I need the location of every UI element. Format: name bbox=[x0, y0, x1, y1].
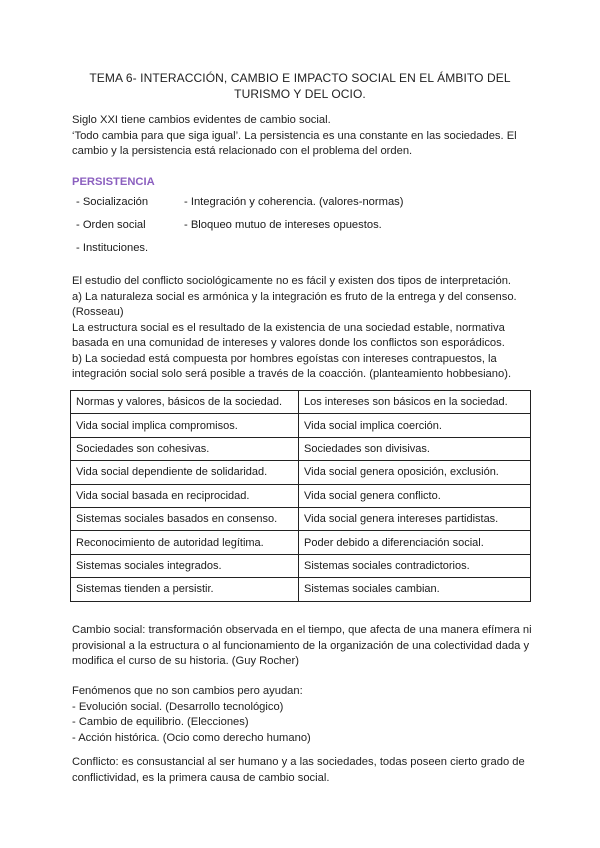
cambio-social-paragraph: Cambio social: transformación observada en el tiempo, que afecta de una manera efímera ni provisional a la estructura o al funcionamiento de la organización de una colectividad dada y modifica el curso de su historia. (Guy Rocher) bbox=[72, 624, 532, 667]
fenomenos-line: Fenómenos que no son cambios pero ayudan: bbox=[72, 685, 303, 697]
table-row bbox=[71, 507, 531, 530]
table-cell: Sistemas sociales integrados. bbox=[71, 554, 299, 577]
table-row bbox=[71, 531, 531, 554]
table-cell: Vida social genera conflicto. bbox=[299, 484, 531, 507]
persistencia-item-left: - Instituciones. bbox=[76, 242, 149, 254]
table-cell: Vida social basada en reciprocidad. bbox=[71, 484, 299, 507]
intro-line: Siglo XXI tiene cambios evidentes de cambio social. bbox=[72, 114, 331, 126]
conflict-line: a) La naturaleza social es armónica y la integración es fruto de la entrega y del consenso. (Rosseau) bbox=[72, 290, 517, 318]
intro-paragraph bbox=[72, 113, 532, 160]
persistencia-item-left: - Orden social bbox=[76, 219, 146, 231]
conflict-line: La estructura social es el resultado de la existencia de una sociedad estable, normativa basada en una comunidad de intereses y valores donde los conflictos son esporádicos. bbox=[72, 321, 505, 349]
table-cell: Vida social implica compromisos. bbox=[71, 414, 299, 437]
fenomenos-list bbox=[72, 684, 532, 746]
table-cell: Normas y valores, básicos de la sociedad. bbox=[71, 391, 299, 414]
table-row bbox=[71, 484, 531, 507]
fenomenos-line: - Acción histórica. (Ocio como derecho humano) bbox=[72, 731, 311, 744]
table-cell: Vida social genera oposición, exclusión. bbox=[299, 461, 531, 484]
fenomenos-line: - Evolución social. (Desarrollo tecnológico) bbox=[72, 700, 284, 713]
table-cell: Vida social implica coerción. bbox=[299, 414, 531, 437]
fenomenos-line: - Cambio de equilibrio. (Elecciones) bbox=[72, 716, 249, 728]
conflicto-paragraph: Conflicto: es consustancial al ser humano y a las sociedades, todas poseen cierto grado de conflictividad, es la primera causa de cambio social. bbox=[72, 756, 525, 784]
table-cell: Sistemas sociales contradictorios. bbox=[299, 554, 531, 577]
table-row bbox=[71, 437, 531, 460]
persistencia-item-right: - Bloqueo mutuo de intereses opuestos. bbox=[184, 219, 382, 231]
table-cell: Poder debido a diferenciación social. bbox=[299, 531, 531, 554]
table-row bbox=[71, 578, 531, 601]
table-cell: Sistemas sociales cambian. bbox=[299, 578, 531, 601]
page-title: TEMA 6- INTERACCIÓN, CAMBIO E IMPACTO SOCIAL EN EL ÁMBITO DEL TURISMO Y DEL OCIO. bbox=[89, 71, 511, 101]
table-cell: Los intereses son básicos en la sociedad. bbox=[299, 391, 531, 414]
table-cell: Vida social genera intereses partidistas. bbox=[299, 507, 531, 530]
table-cell: Sociedades son cohesivas. bbox=[71, 437, 299, 460]
table-row bbox=[71, 391, 531, 414]
conflict-paragraph bbox=[72, 274, 532, 383]
conflict-line: b) La sociedad está compuesta por hombres egoístas con intereses contrapuestos, la integración social solo será posible a través de la coacción. (planteamiento hobbesiano). bbox=[72, 352, 512, 380]
table-cell: Sociedades son divisivas. bbox=[299, 437, 531, 460]
table-row bbox=[71, 414, 531, 437]
table-cell: Reconocimiento de autoridad legítima. bbox=[71, 531, 299, 554]
conflict-line: El estudio del conflicto sociológicamente no es fácil y existen dos tipos de interpretación. bbox=[72, 275, 512, 287]
table-cell: Sistemas tienden a persistir. bbox=[71, 578, 299, 601]
table-cell: Vida social dependiente de solidaridad. bbox=[71, 461, 299, 484]
persistencia-heading: PERSISTENCIA bbox=[72, 176, 155, 188]
table-row bbox=[71, 461, 531, 484]
persistencia-item-right: - Integración y coherencia. (valores-normas) bbox=[184, 196, 404, 208]
comparison-table bbox=[70, 390, 531, 602]
table-row bbox=[71, 554, 531, 577]
persistencia-item-left: - Socialización bbox=[76, 196, 149, 208]
intro-line: ‘Todo cambia para que siga igual’. La persistencia es una constante en las sociedades. El cambio y la persistencia está relacionado con el problema del orden. bbox=[72, 129, 517, 157]
table-cell: Sistemas sociales basados en consenso. bbox=[71, 507, 299, 530]
